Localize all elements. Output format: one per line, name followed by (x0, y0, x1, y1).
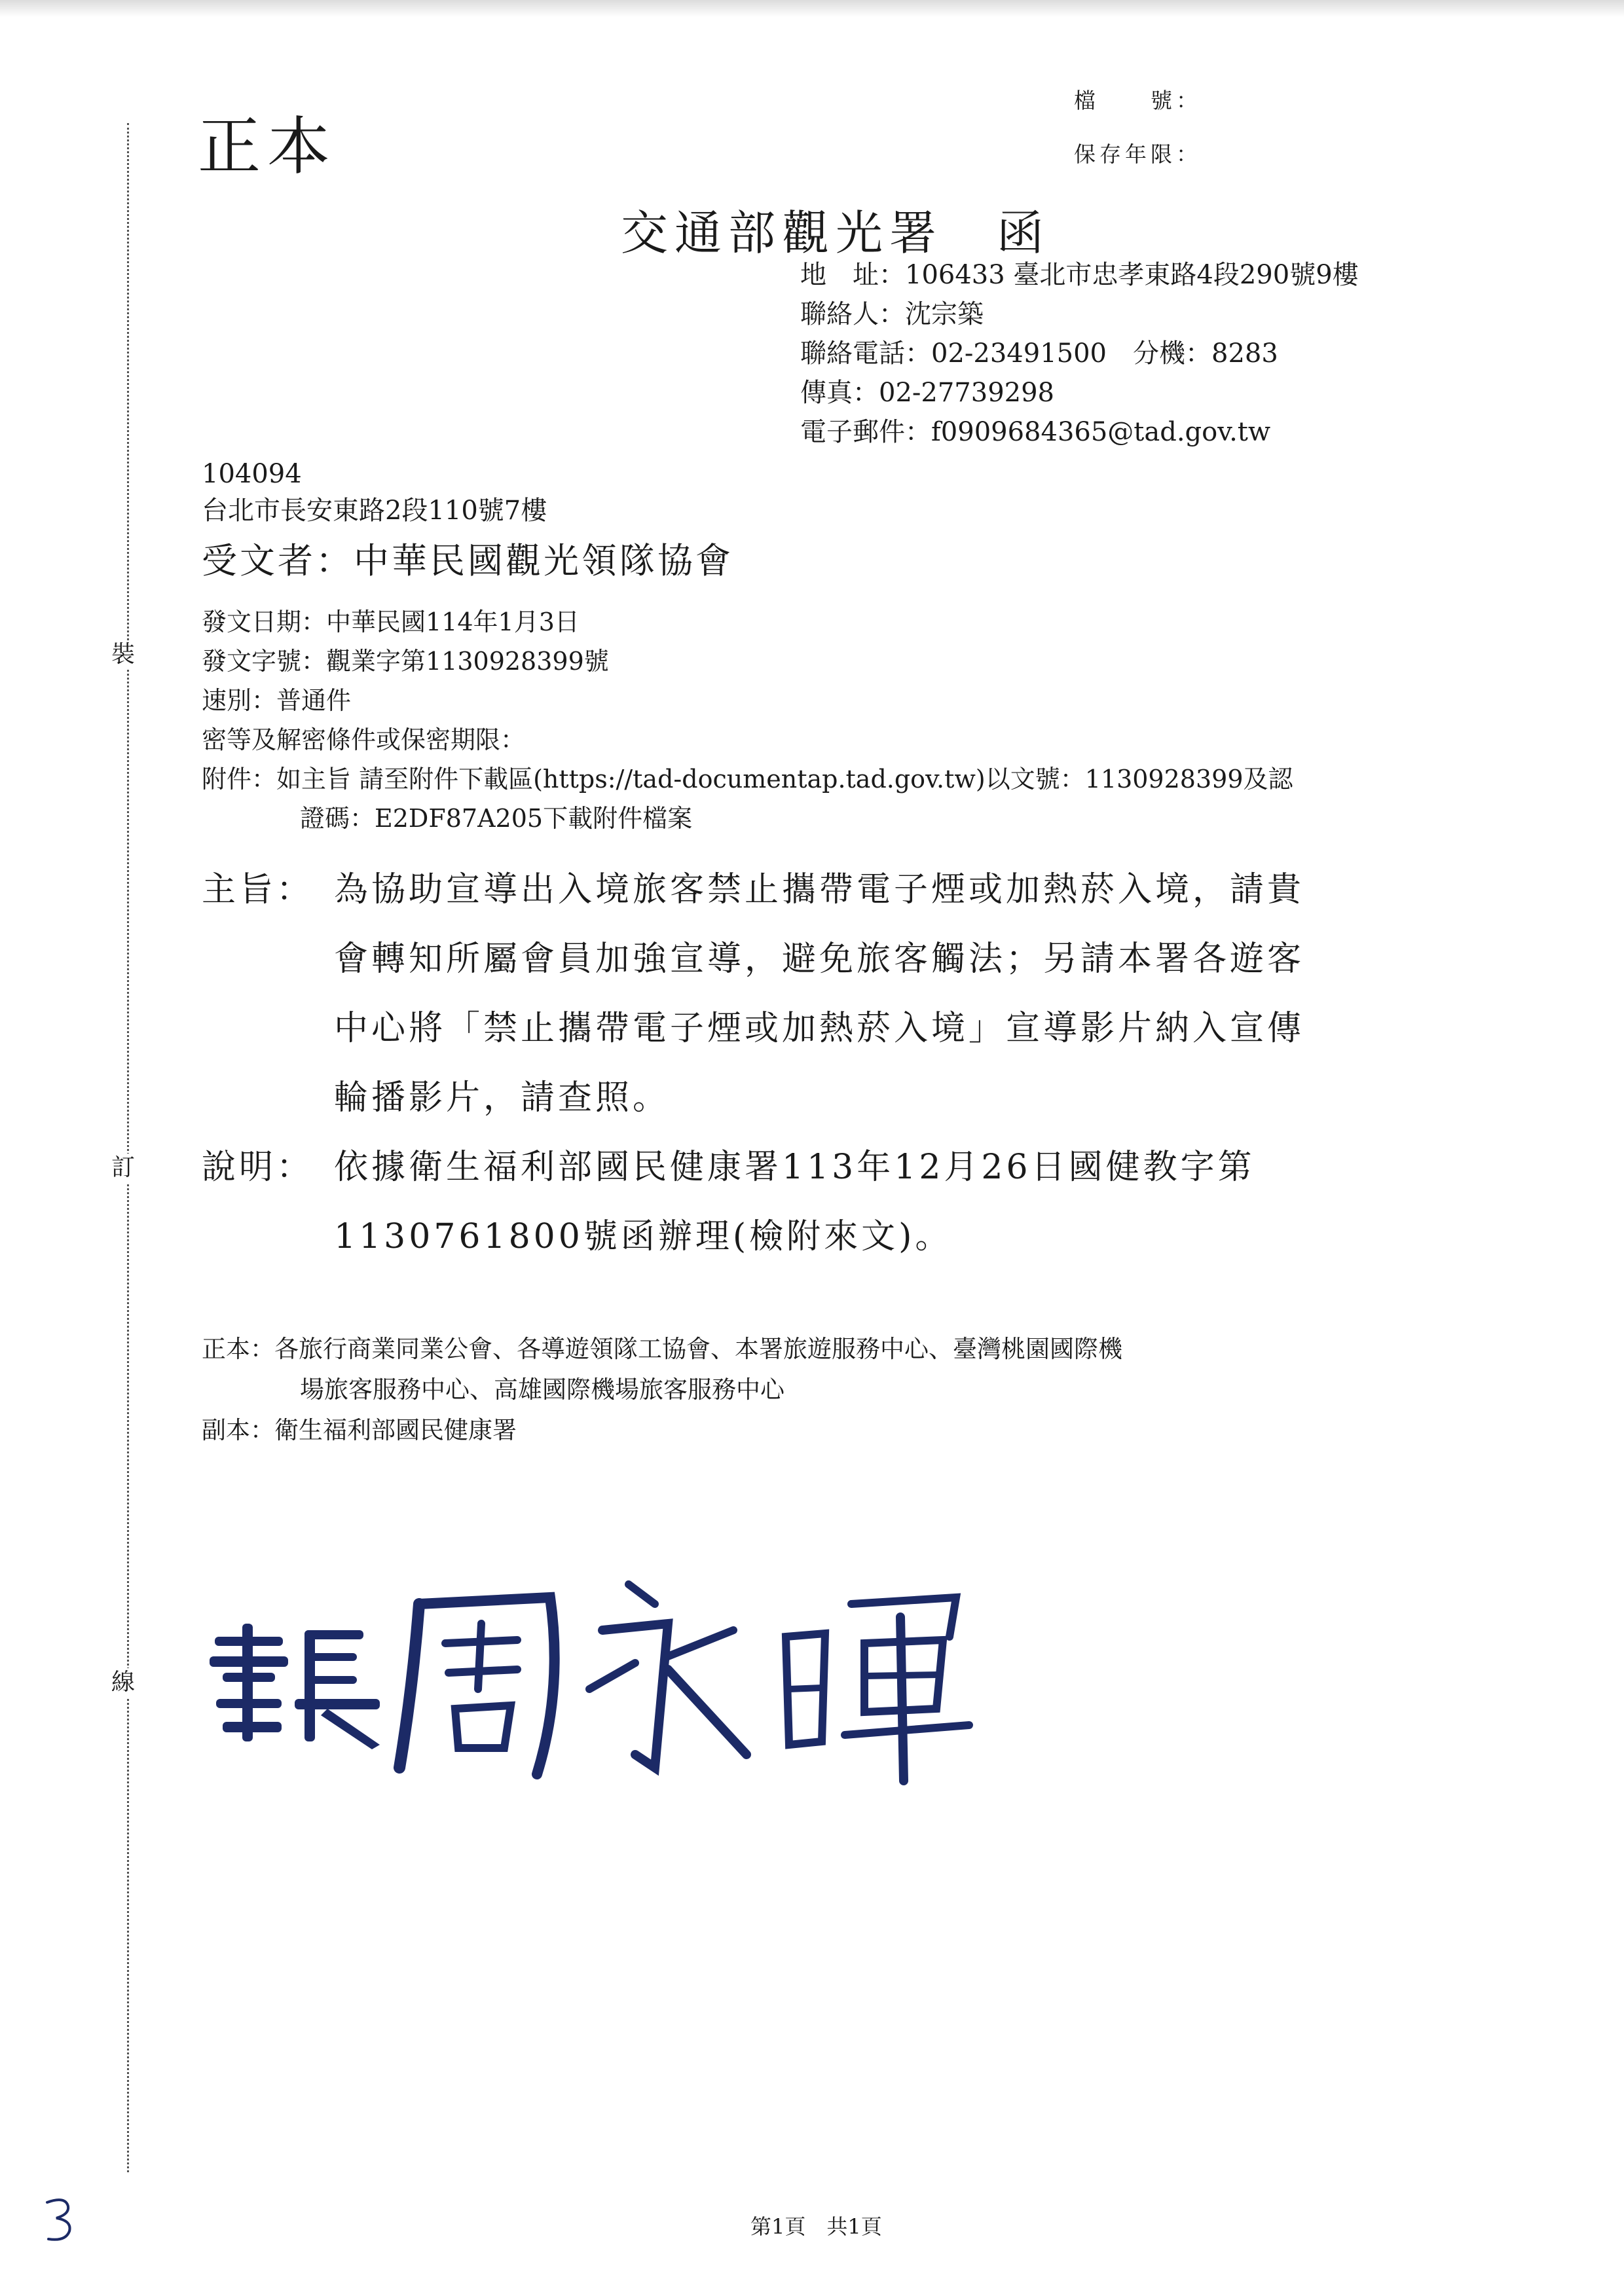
sender-address: 地 址：106433 臺北市忠孝東路4段290號9樓 (800, 260, 1359, 290)
subject-label: 主旨： (202, 870, 314, 909)
original-recipients-line-1: 正本：各旅行商業同業公會、各導遊領隊工協會、本署旅遊服務中心、臺灣桃園國際機 (202, 1335, 1122, 1363)
original-recipients-line-2: 場旅客服務中心、高雄國際機場旅客服務中心 (300, 1376, 784, 1404)
secrecy-level: 密等及解密條件或保密期限： (202, 725, 526, 754)
director-signature (196, 1558, 1008, 1794)
sender-phone: 聯絡電話：02-23491500 分機：8283 (800, 338, 1278, 369)
binding-mark-xian: 線 (111, 1669, 136, 1696)
delivery-speed: 速別：普通件 (202, 686, 352, 715)
recipient-postal-code: 104094 (202, 459, 302, 489)
subject-line: 為協助宣導出入境旅客禁止攜帶電子煙或加熱菸入境，請貴 (334, 870, 1305, 909)
binding-mark-zhuang: 裝 (111, 641, 136, 668)
explanation-line: 依據衛生福利部國民健康署113年12月26日國健教字第 (334, 1148, 1255, 1187)
handwritten-number (39, 2193, 79, 2246)
attachment-line-2: 證碼：E2DF87A205下載附件檔案 (300, 804, 693, 833)
signature-title-glyphs (210, 1624, 380, 1749)
subject-line: 輪播影片，請查照。 (334, 1078, 671, 1118)
recipient-address: 台北市長安東路2段110號7樓 (202, 496, 547, 526)
file-number-label: 檔 號： (1074, 88, 1202, 113)
subject-line: 會轉知所屬會員加強宣導，避免旅客觸法；另請本署各遊客 (334, 939, 1305, 979)
explanation-line: 1130761800號函辦理(檢附來文)。 (334, 1217, 953, 1256)
signature-name-glyphs (399, 1584, 969, 1781)
document-title: 交通部觀光署 函 (621, 206, 1051, 261)
issue-date: 發文日期：中華民國114年1月3日 (202, 608, 580, 636)
sender-contact: 聯絡人：沈宗築 (800, 299, 984, 329)
scan-top-shadow (0, 0, 1624, 17)
explanation-label: 說明： (202, 1148, 314, 1187)
subject-line: 中心將「禁止攜帶電子煙或加熱菸入境」宣導影片納入宣傳 (334, 1009, 1305, 1048)
page-number: 第1頁 共1頁 (750, 2214, 882, 2239)
sender-email: 電子郵件：f0909684365@tad.gov.tw (800, 417, 1271, 447)
attachment-line-1: 附件：如主旨 請至附件下載區(https://tad-documentap.tad.gov.tw)以文號：1130928399及認 (202, 765, 1293, 793)
copy-mark: 正本 (198, 110, 337, 183)
sender-fax: 傳真：02-27739298 (800, 378, 1055, 408)
reference-number: 發文字號：觀業字第1130928399號 (202, 647, 609, 676)
binding-line (127, 123, 129, 2172)
retention-period-label: 保存年限： (1074, 141, 1202, 167)
binding-mark-ding: 訂 (111, 1154, 136, 1181)
copy-recipients: 副本：衛生福利部國民健康署 (202, 1416, 517, 1444)
addressee: 受文者：中華民國觀光領隊協會 (202, 540, 733, 581)
